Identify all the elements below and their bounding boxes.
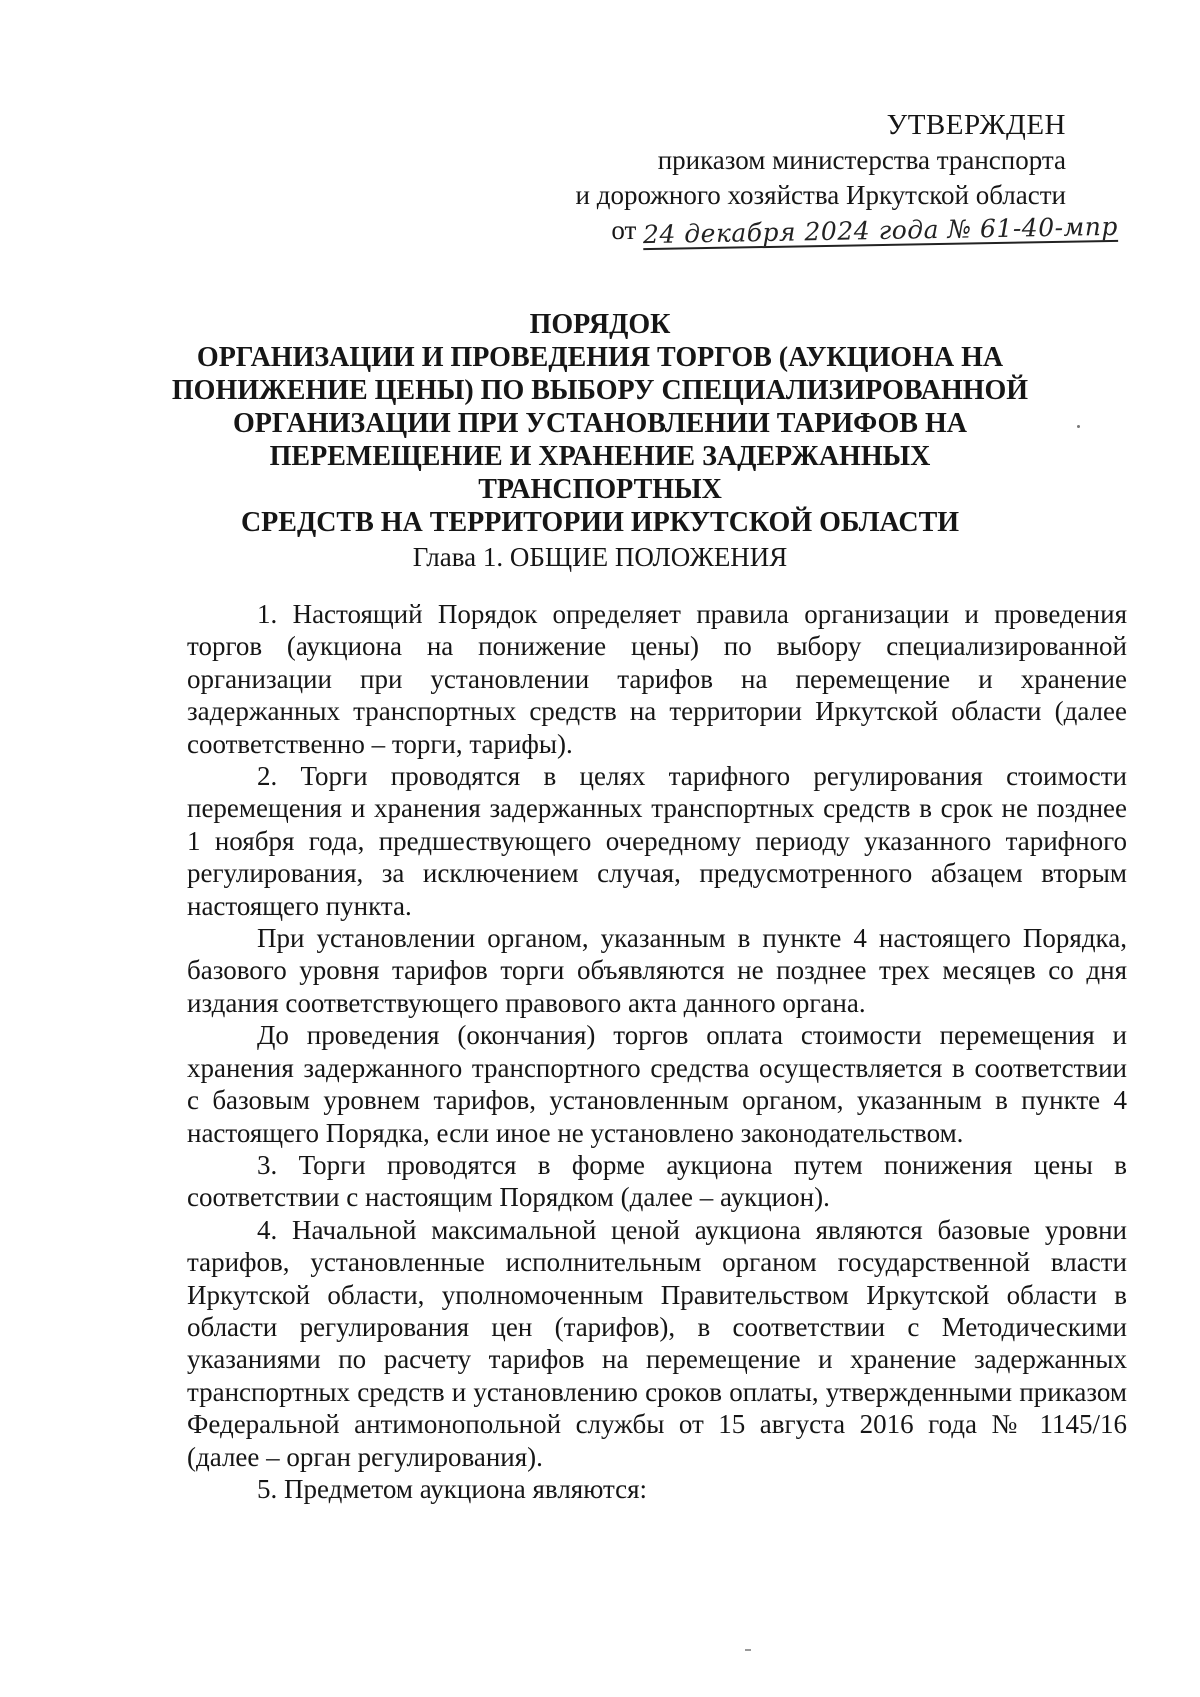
scan-speck	[745, 1649, 751, 1651]
paragraph: При установлении органом, указанным в пункте 4 настоящего Порядка, базового уровня тарифов торги объявляются не позднее трех месяцев со дня издания соответствующего правового акта данного органа.	[187, 923, 1127, 1018]
chapter-heading: Глава 1. ОБЩИЕ ПОЛОЖЕНИЯ	[412, 542, 788, 572]
paragraph: 5. Предметом аукциона являются:	[257, 1473, 648, 1504]
title-line: СРЕДСТВ НА ТЕРРИТОРИИ ИРКУТСКОЙ ОБЛАСТИ	[240, 507, 960, 538]
approval-line-2: и дорожного хозяйства Иркутской области	[575, 180, 1066, 210]
title-line: ОРГАНИЗАЦИИ ПРИ УСТАНОВЛЕНИИ ТАРИФОВ НА	[233, 408, 967, 439]
handwritten-date-number: 24 декабря 2024 года № 61-40-мпр	[642, 211, 1119, 250]
document-title	[150, 308, 1050, 539]
document-body	[187, 598, 1127, 1505]
scan-speck	[1077, 425, 1080, 428]
title-line: ПОРЯДОК	[529, 309, 671, 340]
paragraph: До проведения (окончания) торгов оплата стоимости перемещения и хранения задержанного транспортного средства осуществляется в соответствии с базовым уровнем тарифов, установленным органом, указанным в пункте 4 настоящего Порядка, если иное не установлено законодательством.	[187, 1020, 1127, 1148]
paragraph: 4. Начальной максимальной ценой аукциона являются базовые уровни тарифов, установленные исполнительным органом государственной власти Иркутской области, уполномоченным Правительством Иркутской области в области регулирования цен (тарифов), в соответствии с Методическими указаниями по расчету тарифов на перемещение и хранение задержанных транспортных средств и установлению сроков оплаты, утвержденными приказом Федеральной антимонопольной службы от 15 августа 2016 года № 1145/16 (далее – орган регулирования).	[187, 1214, 1127, 1472]
title-line: ПЕРЕМЕЩЕНИЕ И ХРАНЕНИЕ ЗАДЕРЖАННЫХ ТРАНСПОРТНЫХ	[269, 441, 931, 505]
paragraph: 3. Торги проводятся в форме аукциона путем понижения цены в соответствии с настоящим Порядком (далее – аукцион).	[187, 1149, 1127, 1213]
approval-title: УТВЕРЖДЕН	[886, 109, 1066, 141]
title-line: ОРГАНИЗАЦИИ И ПРОВЕДЕНИЯ ТОРГОВ (АУКЦИОНА НА	[196, 342, 1004, 373]
approval-from-prefix: от	[611, 215, 637, 245]
approval-line-1: приказом министерства транспорта	[657, 145, 1066, 175]
approval-date-line	[576, 211, 1119, 250]
paragraph: 2. Торги проводятся в целях тарифного регулирования стоимости перемещения и хранения задержанных транспортных средств в срок не позднее 1 ноября года, предшествующего очередному периоду указанного тарифного регулирования, за исключением случая, предусмотренного абзацем вторым настоящего пункта.	[187, 761, 1127, 921]
approval-stamp	[575, 108, 1119, 250]
title-line: ПОНИЖЕНИЕ ЦЕНЫ) ПО ВЫБОРУ СПЕЦИАЛИЗИРОВАННОЙ	[171, 375, 1029, 406]
paragraph: 1. Настоящий Порядок определяет правила организации и проведения торгов (аукциона на понижение цены) по выбору специализированной организации при установлении тарифов на перемещение и хранение задержанных транспортных средств на территории Иркутской области (далее соответственно – торги, тарифы).	[187, 599, 1127, 759]
